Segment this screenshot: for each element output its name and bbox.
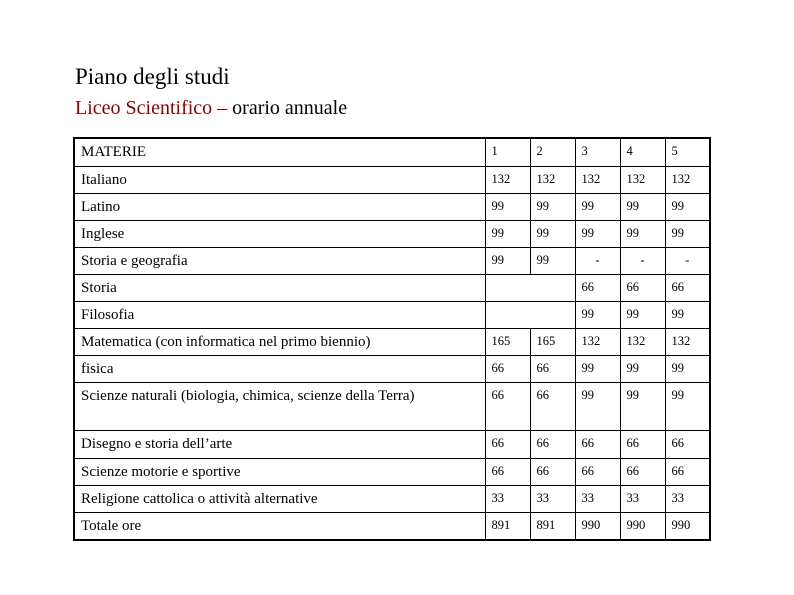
hours-cell: 33 xyxy=(485,485,530,512)
hours-cell: 66 xyxy=(665,458,710,485)
subject-cell: Disegno e storia dell’arte xyxy=(74,430,485,458)
hours-cell: 990 xyxy=(620,512,665,540)
header-year-1: 1 xyxy=(485,138,530,166)
hours-cell: 66 xyxy=(665,274,710,301)
hours-cell: 99 xyxy=(530,193,575,220)
hours-cell: 66 xyxy=(485,355,530,382)
table-row xyxy=(74,328,710,355)
table-row xyxy=(74,247,710,274)
hours-cell: 33 xyxy=(575,485,620,512)
table-row xyxy=(74,355,710,382)
hours-cell: 165 xyxy=(530,328,575,355)
hours-cell: 99 xyxy=(665,355,710,382)
hours-cell: - xyxy=(620,247,665,274)
table-header-row xyxy=(74,138,710,166)
table-row xyxy=(74,458,710,485)
page-title: Piano degli studi xyxy=(75,64,230,89)
hours-cell: 99 xyxy=(665,193,710,220)
hours-cell: 99 xyxy=(575,193,620,220)
hours-cell: 99 xyxy=(530,247,575,274)
table-row xyxy=(74,301,710,328)
hours-cell: 132 xyxy=(665,328,710,355)
hours-cell: 99 xyxy=(620,355,665,382)
subject-cell: Totale ore xyxy=(74,512,485,540)
hours-cell: 99 xyxy=(485,247,530,274)
hours-cell: 132 xyxy=(620,328,665,355)
hours-cell: 99 xyxy=(665,301,710,328)
subject-cell: Religione cattolica o attività alternative xyxy=(74,485,485,512)
table-row xyxy=(74,430,710,458)
subject-cell: Scienze motorie e sportive xyxy=(74,458,485,485)
hours-cell: 990 xyxy=(665,512,710,540)
hours-cell: 66 xyxy=(530,430,575,458)
hours-cell: 66 xyxy=(575,430,620,458)
hours-cell: 66 xyxy=(575,274,620,301)
hours-cell: - xyxy=(665,247,710,274)
subject-cell: Storia e geografia xyxy=(74,247,485,274)
header-subject: MATERIE xyxy=(74,138,485,166)
subject-cell: Matematica (con informatica nel primo biennio) xyxy=(74,328,485,355)
hours-cell: 99 xyxy=(575,355,620,382)
page-subtitle xyxy=(75,96,347,120)
hours-cell: 66 xyxy=(665,430,710,458)
table-row xyxy=(74,220,710,247)
hours-cell: 132 xyxy=(620,166,665,193)
table-row xyxy=(74,274,710,301)
hours-cell: 33 xyxy=(620,485,665,512)
subject-cell: Storia xyxy=(74,274,485,301)
hours-cell: 99 xyxy=(575,220,620,247)
table-row xyxy=(74,166,710,193)
hours-cell: 66 xyxy=(620,458,665,485)
empty-hours-cell xyxy=(485,274,575,301)
hours-cell: 132 xyxy=(575,328,620,355)
hours-cell: 891 xyxy=(530,512,575,540)
subject-cell: Italiano xyxy=(74,166,485,193)
subject-cell: Filosofia xyxy=(74,301,485,328)
hours-cell: 66 xyxy=(485,430,530,458)
hours-cell: 66 xyxy=(620,274,665,301)
hours-cell: 66 xyxy=(530,382,575,430)
hours-cell: 99 xyxy=(485,193,530,220)
hours-cell: 66 xyxy=(530,355,575,382)
hours-cell: 132 xyxy=(530,166,575,193)
table-row-total xyxy=(74,512,710,540)
subject-cell: Inglese xyxy=(74,220,485,247)
subject-cell: fisica xyxy=(74,355,485,382)
hours-cell: 99 xyxy=(575,301,620,328)
header-year-3: 3 xyxy=(575,138,620,166)
study-plan-table xyxy=(73,137,711,541)
hours-cell: 99 xyxy=(620,193,665,220)
hours-cell: 99 xyxy=(620,301,665,328)
hours-cell: 132 xyxy=(485,166,530,193)
header-year-5: 5 xyxy=(665,138,710,166)
hours-cell: 132 xyxy=(575,166,620,193)
subject-cell: Scienze naturali (biologia, chimica, scienze della Terra) xyxy=(74,382,485,430)
hours-cell: 990 xyxy=(575,512,620,540)
table-row xyxy=(74,193,710,220)
hours-cell: 66 xyxy=(620,430,665,458)
subject-cell: Latino xyxy=(74,193,485,220)
hours-cell: 66 xyxy=(530,458,575,485)
hours-cell: 99 xyxy=(530,220,575,247)
hours-cell: 99 xyxy=(665,220,710,247)
hours-cell: 66 xyxy=(485,458,530,485)
hours-cell: 99 xyxy=(620,220,665,247)
hours-cell: 891 xyxy=(485,512,530,540)
header-year-4: 4 xyxy=(620,138,665,166)
hours-cell: 33 xyxy=(665,485,710,512)
hours-cell: 99 xyxy=(620,382,665,430)
hours-cell: 33 xyxy=(530,485,575,512)
subtitle-schedule: orario annuale xyxy=(227,97,348,119)
hours-cell: 66 xyxy=(485,382,530,430)
hours-cell: 99 xyxy=(575,382,620,430)
table-row xyxy=(74,382,710,430)
hours-cell: 66 xyxy=(575,458,620,485)
subtitle-school: Liceo Scientifico – xyxy=(75,97,228,119)
empty-hours-cell xyxy=(485,301,575,328)
hours-cell: 99 xyxy=(665,382,710,430)
table-row xyxy=(74,485,710,512)
hours-cell: 132 xyxy=(665,166,710,193)
hours-cell: 99 xyxy=(485,220,530,247)
hours-cell: 165 xyxy=(485,328,530,355)
header-year-2: 2 xyxy=(530,138,575,166)
hours-cell: - xyxy=(575,247,620,274)
